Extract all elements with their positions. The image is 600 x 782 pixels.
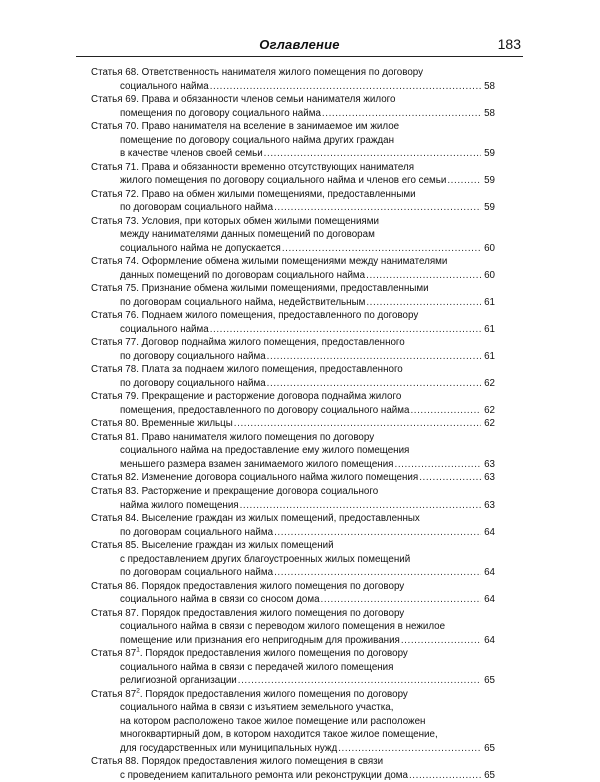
dot-leader (338, 742, 481, 756)
toc-entry-text: между нанимателями данных помещений по договорам (120, 229, 375, 241)
toc-line (91, 566, 495, 580)
toc-entry-text: по договорам социального найма (120, 526, 274, 538)
toc-entry-text: социального найма не допускается (120, 242, 281, 254)
dot-leader (274, 526, 481, 540)
dot-leader (240, 499, 481, 513)
toc-entry (91, 363, 495, 390)
toc-page-number: 62 (484, 404, 495, 416)
toc-entry-text: Статья 85. Выселение граждан из жилых помещений (91, 540, 334, 552)
toc-line (91, 323, 495, 337)
toc-entry-text: по договору социального найма (120, 350, 266, 362)
toc-page-number: 58 (484, 107, 495, 119)
toc-entry-text: на котором расположено такое жилое помещение или расположен (120, 715, 426, 727)
toc-entry-text: социального найма в связи со сносом дома (120, 594, 320, 606)
toc-line (91, 742, 495, 756)
toc-page-number: 64 (484, 567, 495, 579)
toc-entry-text: Статья 78. Плата за поднаем жилого помещения, предоставленного (91, 364, 403, 376)
toc-line (91, 174, 495, 188)
toc-entry-text: Статья $87^1$. Порядок предоставления жилого помещения по договору (91, 646, 408, 660)
toc-entry-text: Статья 73. Условия, при которых обмен жилыми помещениями (91, 215, 379, 227)
toc-entry-text: для государственных или муниципальных нужд (120, 742, 338, 754)
toc-entry-text: Статья 70. Право нанимателя на вселение в занимаемое им жилое (91, 121, 400, 133)
toc-line (91, 242, 495, 256)
toc-entry-text: Статья 81. Право нанимателя жилого помещения по договору (91, 431, 375, 443)
dot-leader (238, 674, 481, 688)
toc-line (91, 107, 495, 121)
toc-entry-text: по договору социального найма (120, 377, 266, 389)
toc-entry (91, 120, 495, 161)
toc-entry (91, 161, 495, 188)
dot-leader (321, 593, 481, 607)
toc-entry (91, 309, 495, 336)
toc-entry (91, 485, 495, 512)
toc-entry-text: социального найма в связи с переводом жилого помещения в нежилое (120, 621, 446, 633)
toc-page-number: 59 (484, 148, 495, 160)
toc-page-number: 63 (484, 499, 495, 511)
toc-entry-text: помещения по договору социального найма (120, 107, 321, 119)
dot-leader (366, 269, 481, 283)
toc-entry (91, 188, 495, 215)
toc-entry-text: Статья 72. Право на обмен жилыми помещениями, предоставленными (91, 188, 416, 200)
toc-line (91, 147, 495, 161)
toc-entry (91, 255, 495, 282)
table-of-contents (91, 66, 495, 782)
dot-leader (267, 350, 481, 364)
toc-entry-text: социального найма в связи с передачей жилого помещения (120, 661, 394, 673)
toc-entry-text: с предоставлением других благоустроенных жилых помещений (120, 553, 411, 565)
toc-page-number: 60 (484, 269, 495, 281)
toc-entry-text: социального найма на предоставление ему жилого помещения (120, 445, 410, 457)
toc-page-number: 64 (484, 594, 495, 606)
toc-line (91, 269, 495, 283)
toc-entry-text: Статья 87. Порядок предоставления жилого помещения по договору (91, 607, 405, 619)
toc-page-number: 64 (484, 526, 495, 538)
toc-line (91, 526, 495, 540)
toc-page-number: 61 (484, 350, 495, 362)
toc-entry (91, 539, 495, 580)
toc-entry-text: многоквартирный дом, в котором находится такое жилое помещение, (120, 729, 438, 741)
toc-entry-text: религиозной организации (120, 675, 237, 687)
toc-entry-text: Статья 69. Права и обязанности членов семьи нанимателя жилого (91, 94, 396, 106)
toc-entry-text: жилого помещения по договору социального найма и членов его семьи (120, 175, 447, 187)
toc-line (91, 417, 495, 431)
toc-entry-text: Статья 80. Временные жильцы (91, 418, 233, 430)
toc-entry (91, 282, 495, 309)
dot-leader (274, 566, 481, 580)
toc-line (91, 350, 495, 364)
toc-page-number: 61 (484, 296, 495, 308)
toc-entry-text: социального найма в связи с изъятием земельного участка, (120, 702, 394, 714)
dot-leader (274, 201, 481, 215)
toc-entry-text: Статья 77. Договор поднайма жилого помещения, предоставленного (91, 337, 405, 349)
toc-entry (91, 607, 495, 648)
toc-entry-text: Статья 86. Порядок предоставления жилого помещения по договору (91, 580, 405, 592)
toc-page-number: 65 (484, 769, 495, 781)
toc-entry (91, 390, 495, 417)
toc-entry-text: помещения, предоставленного по договору социального найма (120, 404, 410, 416)
toc-entry (91, 471, 495, 485)
dot-leader (409, 769, 481, 782)
toc-line (91, 634, 495, 648)
toc-page-number: 61 (484, 323, 495, 335)
toc-page-number: 59 (484, 175, 495, 187)
toc-entry-text: в качестве членов своей семьи (120, 148, 263, 160)
toc-entry-text: помещение или признания его непригодным для проживания (120, 634, 400, 646)
page-title: Оглавление (259, 37, 340, 52)
toc-line (91, 769, 495, 782)
toc-line (91, 404, 495, 418)
toc-line (91, 471, 495, 485)
toc-entry (91, 512, 495, 539)
toc-entry (91, 215, 495, 256)
toc-entry-text: Статья 74. Оформление обмена жилыми помещениями между нанимателями (91, 256, 448, 268)
dot-leader (267, 377, 481, 391)
toc-entry (91, 688, 495, 756)
toc-entry-text: Статья 84. Выселение граждан из жилых помещений, предоставленных (91, 513, 420, 525)
dot-leader (366, 296, 481, 310)
dot-leader (447, 174, 481, 188)
toc-entry-text: помещение по договору социального найма других граждан (120, 134, 394, 146)
toc-entry (91, 66, 495, 93)
toc-entry-text: социального найма (120, 323, 209, 335)
toc-page-number: 59 (484, 202, 495, 214)
toc-line (91, 201, 495, 215)
toc-entry (91, 755, 495, 782)
toc-line (91, 377, 495, 391)
toc-entry-text: Статья 88. Порядок предоставления жилого помещения в связи (91, 756, 384, 768)
toc-entry-text: социального найма (120, 80, 209, 92)
dot-leader (210, 323, 481, 337)
toc-entry-text: Статья 79. Прекращение и расторжение договора поднайма жилого (91, 391, 402, 403)
toc-entry-text: Статья 68. Ответственность нанимателя жилого помещения по договору (91, 67, 424, 78)
toc-page-number: 65 (484, 675, 495, 687)
toc-page-number: 63 (484, 458, 495, 470)
toc-entry (91, 431, 495, 472)
toc-entry (91, 647, 495, 688)
toc-page-number: 62 (484, 377, 495, 389)
toc-page-number: 64 (484, 634, 495, 646)
toc-entry-text: меньшего размера взамен занимаемого жилого помещения (120, 458, 394, 470)
toc-entry-text: по договорам социального найма (120, 567, 274, 579)
dot-leader (210, 80, 481, 94)
dot-leader (410, 404, 481, 418)
toc-entry-text: Статья 71. Права и обязанности временно отсутствующих нанимателя (91, 161, 415, 173)
toc-line (91, 593, 495, 607)
dot-leader (395, 458, 482, 472)
toc-page-number: 63 (484, 472, 495, 484)
toc-entry-text: по договорам социального найма (120, 202, 274, 214)
dot-leader (322, 107, 481, 121)
toc-entry-text: Статья 75. Признание обмена жилыми помещениями, предоставленными (91, 283, 429, 295)
page-header (76, 34, 523, 57)
toc-entry-text: Статья 76. Поднаем жилого помещения, предоставленного по договору (91, 310, 419, 322)
toc-entry (91, 93, 495, 120)
toc-line (91, 458, 495, 472)
toc-entry-text: данных помещений по договорам социального найма (120, 269, 366, 281)
dot-leader (264, 147, 481, 161)
toc-line (91, 499, 495, 513)
toc-line (91, 674, 495, 688)
toc-line (91, 80, 495, 94)
toc-entry (91, 580, 495, 607)
toc-entry-text: Статья 83. Расторжение и прекращение договора социального (91, 485, 379, 497)
toc-entry (91, 336, 495, 363)
toc-entry (91, 417, 495, 431)
toc-page-number: 65 (484, 742, 495, 754)
toc-line (91, 296, 495, 310)
dot-leader (282, 242, 481, 256)
toc-entry-text: найма жилого помещения (120, 499, 239, 511)
toc-page-number: 62 (484, 418, 495, 430)
dot-leader (419, 471, 481, 485)
dot-leader (401, 634, 481, 648)
toc-page-number: 58 (484, 80, 495, 92)
toc-entry-text: по договорам социального найма, недействительным (120, 296, 366, 308)
toc-entry-text: Статья $87^2$. Порядок предоставления жилого помещения по договору (91, 687, 408, 700)
dot-leader (234, 417, 481, 431)
toc-entry-text: с проведением капитального ремонта или реконструкции дома (120, 769, 408, 781)
toc-page-number: 60 (484, 242, 495, 254)
toc-entry-text: Статья 82. Изменение договора социального найма жилого помещения (91, 472, 419, 484)
page-number: 183 (497, 36, 521, 52)
